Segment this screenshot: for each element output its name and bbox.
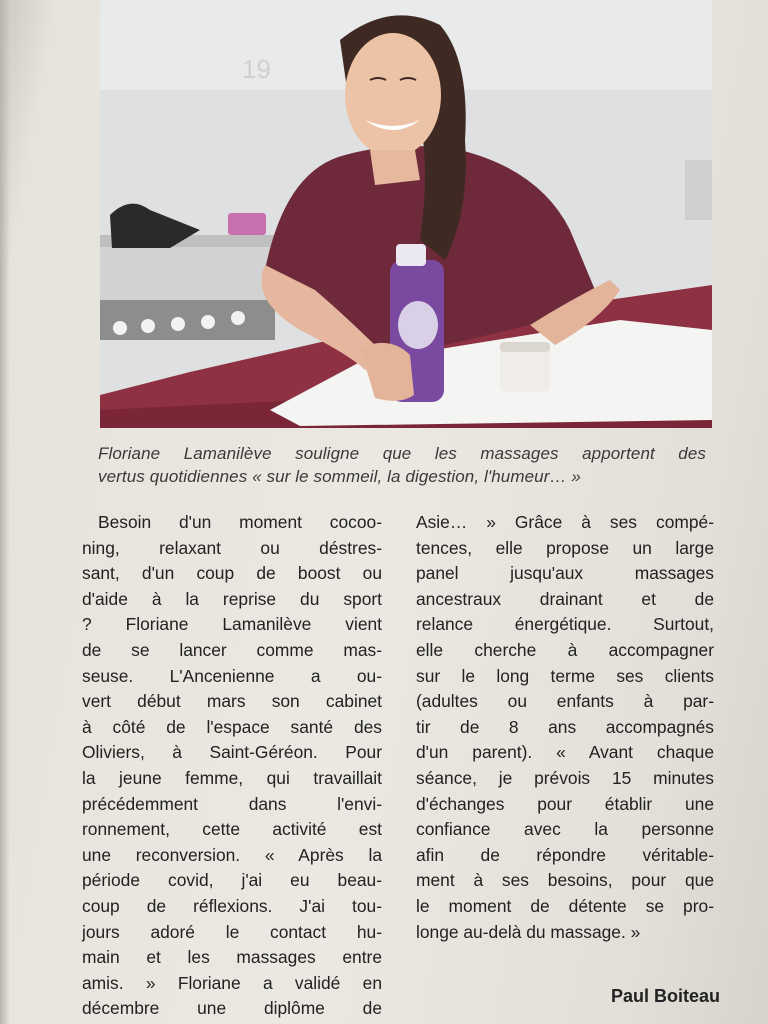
text-line: panel jusqu'aux massages: [416, 563, 714, 584]
text-line: main et les massages entre: [82, 947, 382, 968]
text-line: à côté de l'espace santé des: [82, 716, 382, 737]
text-line: précédemment dans l'envi-: [82, 793, 382, 814]
text-line: confiance avec la personne: [416, 819, 714, 840]
text-line: sur le long terme ses clients: [416, 665, 714, 686]
text-line: ment à ses besoins, pour que: [416, 870, 714, 891]
text-line: relance énergétique. Surtout,: [416, 614, 714, 635]
text-line: Oliviers, à Saint-Géréon. Pour: [82, 742, 382, 763]
text-line: elle cherche à accompagner: [416, 639, 714, 660]
text-line: d'échanges pour établir une: [416, 793, 714, 814]
article-column-left: [82, 510, 382, 1022]
article-photo: [100, 0, 712, 428]
text-line: ronnement, cette activité est: [82, 819, 382, 840]
text-line: d'aide à la reprise du sport: [82, 588, 382, 609]
author-byline: Paul Boiteau: [610, 986, 720, 1006]
text-line: amis. » Floriane a validé en: [82, 972, 382, 993]
text-line: une reconversion. « Après la: [82, 844, 382, 865]
photo-caption: [98, 442, 706, 488]
text-line: ? Floriane Lamanilève vient: [82, 614, 382, 635]
text-line: période covid, j'ai eu beau-: [82, 870, 382, 891]
page-fold-shadow: [0, 0, 10, 1024]
text-line: décembre une diplôme de: [82, 998, 382, 1019]
text-line: jours adoré le contact hu-: [82, 921, 382, 942]
photo-illustration: [100, 0, 712, 428]
text-line: d'un parent). « Avant chaque: [416, 742, 714, 763]
caption-line: Floriane Lamanilève souligne que les massages apportent des: [98, 444, 706, 463]
text-line: vert début mars son cabinet: [82, 691, 382, 712]
text-line: ning, relaxant ou déstres-: [82, 537, 382, 558]
text-line: seuse. L'Ancenienne a ou-: [82, 665, 382, 686]
text-line: la jeune femme, qui travaillait: [82, 767, 382, 788]
text-line: afin de répondre véritable-: [416, 844, 714, 865]
article-column-right: [416, 510, 714, 945]
text-line: Besoin d'un moment cocoo-: [98, 512, 382, 532]
text-line: tir de 8 ans accompagnés: [416, 716, 714, 737]
text-line: le moment de détente se pro-: [416, 895, 714, 916]
text-line: ancestraux drainant et de: [416, 588, 714, 609]
text-line: coup de réflexions. J'ai tou-: [82, 895, 382, 916]
text-line: tences, elle propose un large: [416, 537, 714, 558]
svg-text:19: 19: [242, 54, 271, 84]
caption-line: vertus quotidiennes « sur le sommeil, la digestion, l'humeur… »: [98, 467, 581, 486]
text-line: séance, je prévois 15 minutes: [416, 767, 714, 788]
text-line: Asie… » Grâce à ses compé-: [416, 512, 714, 532]
text-line: (adultes ou enfants à par-: [416, 691, 714, 712]
text-line: de se lancer comme mas-: [82, 639, 382, 660]
text-line: longe au-delà du massage. »: [416, 921, 641, 942]
text-line: sant, d'un coup de boost ou: [82, 563, 382, 584]
